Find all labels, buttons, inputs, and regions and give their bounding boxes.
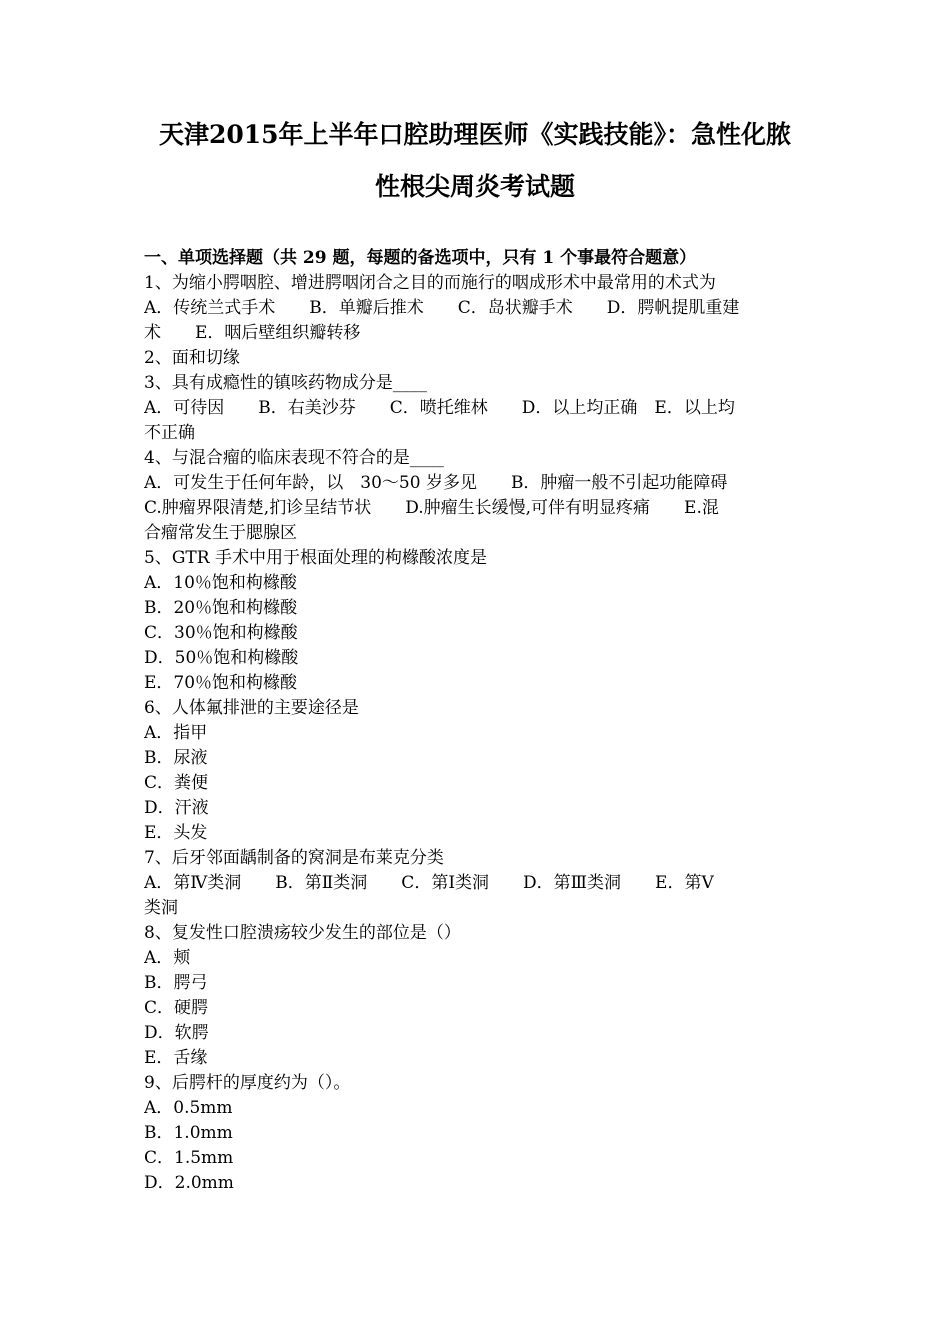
text-line: D．汗液 [144,798,209,818]
text-line: E．70％饱和枸橼酸 [144,673,298,693]
text-line: A．颊 [144,948,191,968]
text-line: C．1.5mm [144,1148,234,1168]
text-line: 7、后牙邻面龋制备的窝洞是布莱克分类 [144,848,444,868]
text-line: 术 E．咽后壁组织瓣转移 [144,323,361,343]
text-line: A．可待因 B．右美沙芬 C．喷托维林 D．以上均正确 E．以上均 [144,398,735,418]
text-line: 3、具有成瘾性的镇咳药物成分是____ [144,373,427,393]
text-line: E．舌缘 [144,1048,208,1068]
text-line: 2、面和切缘 [144,348,240,368]
section-heading: 一、单项选择题（共 29 题，每题的备选项中，只有 1 个事最符合题意） [144,248,697,268]
text-line: 不正确 [144,423,195,443]
text-line: 8、复发性口腔溃疡较少发生的部位是（） [144,923,461,943]
text-line: D．软腭 [144,1023,209,1043]
document-title-line-1: 天津2015年上半年口腔助理医师《实践技能》：急性化脓 [158,120,792,149]
text-line: 合瘤常发生于腮腺区 [144,523,297,543]
text-line: B．腭弓 [144,973,208,993]
document-body [144,246,809,1196]
text-line: B．1.0mm [144,1123,233,1143]
text-line: 类洞 [144,898,178,918]
document-title-line-2: 性根尖周炎考试题 [374,172,575,201]
text-line: A．10％饱和枸橼酸 [144,573,297,593]
text-line: C．30％饱和枸橼酸 [144,623,298,643]
text-line: C.肿瘤界限清楚,扪诊呈结节状 D.肿瘤生长缓慢,可伴有明显疼痛 E.混 [144,498,719,518]
text-line: D．2.0mm [144,1173,234,1193]
text-line: A．可发生于任何年龄，以 30～50 岁多见 B．肿瘤一般不引起功能障碍 [144,473,728,493]
text-line: E．头发 [144,823,208,843]
text-line: 6、人体氟排泄的主要途径是 [144,698,359,718]
text-line: A．指甲 [144,723,208,743]
text-line: C．硬腭 [144,998,209,1018]
text-line: 5、GTR 手术中用于根面处理的枸橼酸浓度是 [144,548,487,568]
text-line: A．第Ⅳ类洞 B．第Ⅱ类洞 C．第Ⅰ类洞 D．第Ⅲ类洞 E．第Ⅴ [144,873,714,893]
text-line: 4、与混合瘤的临床表现不符合的是____ [144,448,444,468]
text-line: B．尿液 [144,748,208,768]
text-line: 9、后腭杆的厚度约为（）。 [144,1073,351,1093]
text-line: C．粪便 [144,773,209,793]
text-line: D．50％饱和枸橼酸 [144,648,299,668]
text-line: B．20％饱和枸橼酸 [144,598,298,618]
text-line: A．传统兰式手术 B．单瓣后推术 C．岛状瓣手术 D．腭帆提肌重建 [144,298,740,318]
text-line: A．0.5mm [144,1098,233,1118]
text-line: 1、为缩小腭咽腔、增进腭咽闭合之目的而施行的咽成形术中最常用的术式为 [144,273,716,293]
